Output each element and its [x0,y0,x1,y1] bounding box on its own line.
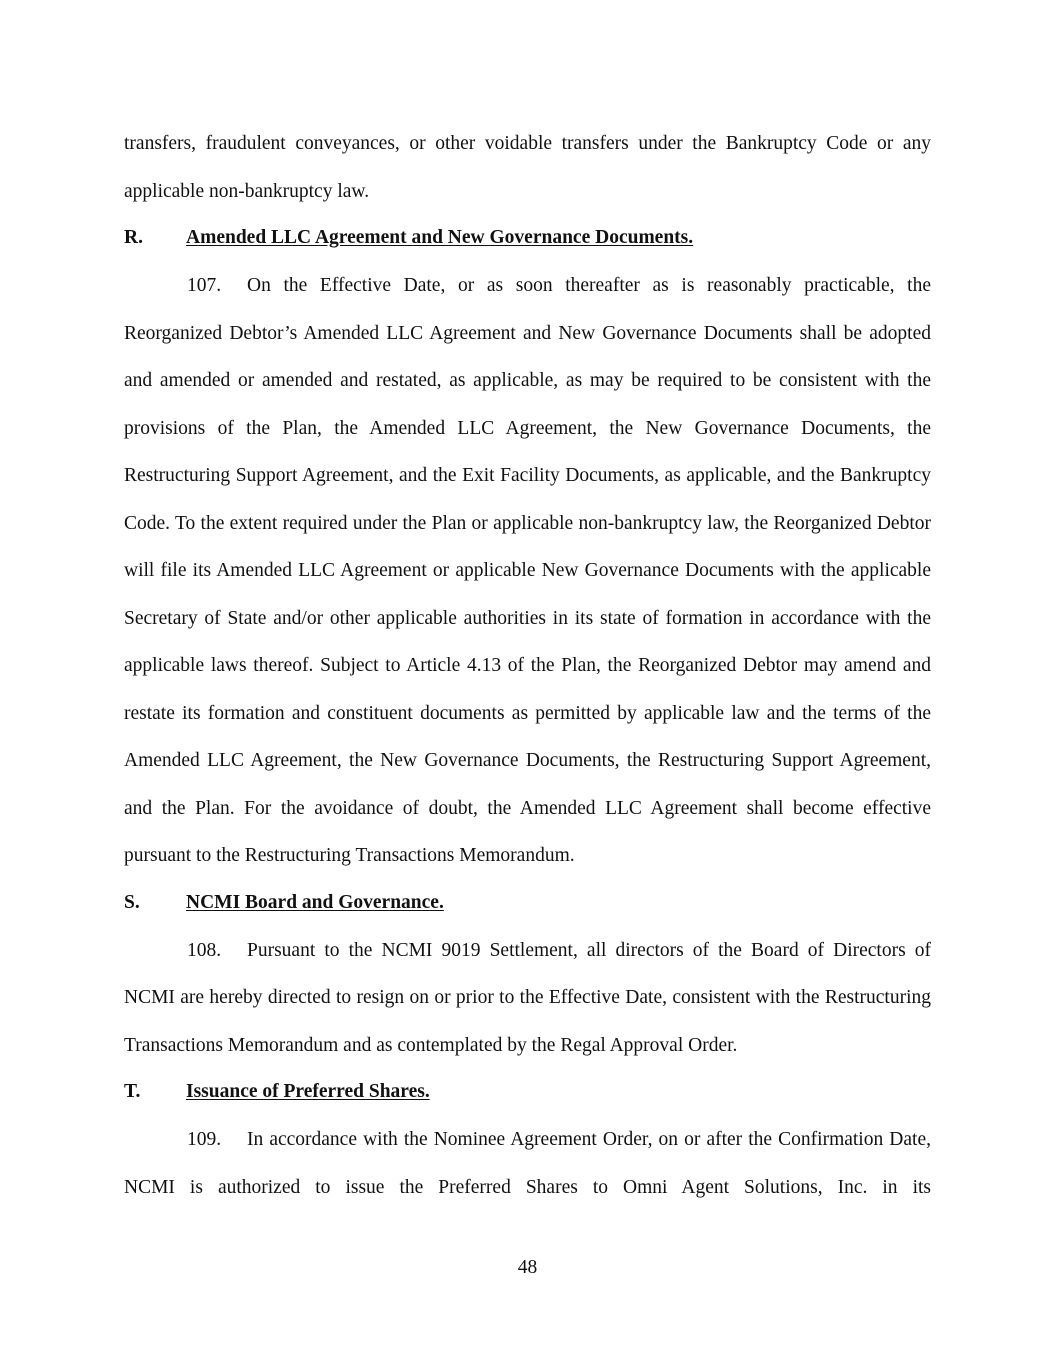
section-t-heading [124,1082,931,1102]
paragraph-108-text: Pursuant to the NCMI 9019 Settlement, all directors of the Board of Directors of NCMI are hereby directed to resign on or prior to the Effective Date, consistent with the Restructuring Transactions Memorandum and as contemplated by the Regal Approval Order. [124,939,931,1056]
section-s-heading [124,893,931,913]
paragraph-109-text: In accordance with the Nominee Agreement Order, on or after the Confirmation Date, NCMI is authorized to issue the Preferred Shares to Omni Agent Solutions, Inc. in its [124,1129,931,1198]
page-number: 48 [517,1257,538,1278]
intro-paragraph: transfers, fraudulent conveyances, or other voidable transfers under the Bankruptcy Code or any applicable non-bankruptcy law. [124,133,931,202]
section-r-letter: R. [124,227,143,248]
section-t-title: Issuance of Preferred Shares. [186,1081,430,1102]
paragraph-109-number: 109. [187,1129,222,1150]
paragraph-109 [124,1116,931,1211]
section-s-letter: S. [124,891,140,913]
paragraph-107 [124,262,931,880]
section-r-heading [124,228,931,248]
paragraph-108-number: 108. [187,939,222,961]
paragraph-107-number: 107. [187,275,222,296]
section-s-title: NCMI Board and Governance. [186,891,444,913]
section-t-letter: T. [124,1081,141,1102]
section-r-title: Amended LLC Agreement and New Governance Documents. [186,227,694,248]
paragraph-107-text: On the Effective Date, or as soon thereafter as is reasonably practicable, the Reorganized Debtor’s Amended LLC Agreement and New Governance Documents shall be adopted and amended or amended and restated, as applicable, as may be required to be consistent with the provisions of the Plan, the Amended LLC Agreement, the New Governance Documents, the Restructuring Support Agreement, and the Exit Facility Documents, as applicable, and the Bankruptcy Code. To the extent required under the Plan or applicable non-bankruptcy law, the Reorganized Debtor will file its Amended LLC Agreement or applicable New Governance Documents with the applicable Secretary of State and/or other applicable authorities in its state of formation in accordance with the applicable laws thereof. Subject to Article 4.13 of the Plan, the Reorganized Debtor may amend and restate its formation and constituent documents as permitted by applicable law and the terms of the Amended LLC Agreement, the New Governance Documents, the Restructuring Support Agreement, and the Plan. For the avoidance of doubt, the Amended LLC Agreement shall become effective pursuant to the Restructuring Transactions Memorandum. [124,275,931,866]
document-body [124,120,931,1211]
paragraph-108 [124,927,931,1070]
